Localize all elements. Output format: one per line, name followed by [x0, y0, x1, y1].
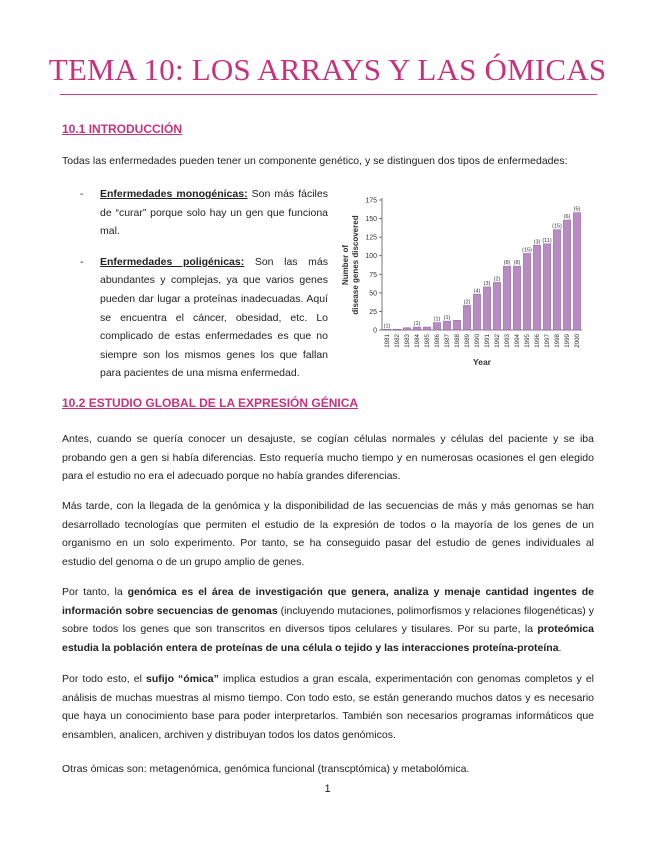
x-tick-label: 1994 — [514, 334, 522, 348]
x-tick-label: 1995 — [524, 334, 532, 348]
bar — [573, 213, 580, 330]
bar — [423, 327, 430, 330]
bullet-dash: - — [80, 255, 84, 268]
bullet-text: Son las más abundantes y complejas, ya que varios genes pueden dar lugar a proteínas inadecuadas. Aquí se encuentra el cáncer, obesidad, etc. Lo complicado de estas enfermedades es que no siempre son los mismos genes los que fallan para pacientes de una misma enfermedad. — [100, 255, 328, 380]
bar — [513, 266, 520, 330]
x-tick-label: 1996 — [534, 334, 542, 348]
x-tick-label: 1984 — [414, 334, 422, 348]
bar-data-label: (1) — [443, 315, 451, 322]
bar-data-label: (11) — [542, 237, 552, 244]
bar-data-label: (1) — [433, 316, 441, 323]
y-axis-title-line2: disease genes discovered — [351, 215, 360, 315]
x-tick-label: 1986 — [434, 334, 442, 348]
bar-data-label: (5) — [573, 206, 581, 213]
x-tick-label: 1997 — [544, 334, 552, 348]
x-tick-label: 1985 — [424, 334, 432, 348]
x-tick-label: 1982 — [394, 334, 402, 348]
bar-data-label: (1) — [383, 323, 391, 330]
bar-data-label: (8) — [503, 260, 511, 267]
x-tick-label: 1987 — [444, 334, 452, 348]
bar-data-label: (3) — [533, 239, 541, 246]
disease-genes-chart — [338, 190, 594, 368]
bar — [383, 329, 390, 330]
y-tick-label: 175 — [365, 197, 377, 205]
bar-data-label: (2) — [493, 276, 501, 283]
bullet-term: Enfermedades poligénicas: — [100, 255, 245, 268]
bullet-term: Enfermedades monogénicas: — [100, 188, 248, 200]
list-item — [80, 253, 328, 383]
text-run: . Por su parte, la — [450, 623, 538, 636]
bar-data-label: (1) — [413, 321, 421, 328]
bar-data-label: (15) — [552, 223, 562, 230]
x-tick-label: 1993 — [504, 334, 512, 348]
y-tick-label: 100 — [365, 253, 377, 261]
intro-paragraph: Todas las enfermedades pueden tener un componente genético, y se distinguen dos tipos de enfermedades: — [62, 155, 568, 167]
y-tick-label: 25 — [369, 308, 377, 316]
text-run: . — [558, 641, 562, 654]
text-run: implica estudios a gran escala, experimentación con genomas completos y el análisis de muchas muestras al mismo tiempo. Con todo esto, se están generando muchos datos y es necesario que haya un conocimiento base para poder interpretarlos. También son necesarios programas informáticos que ensamblen, analicen, archiven y distribuyan todos los datos genómicos. — [62, 673, 594, 741]
bold-run: genómica es el área de investigación que genera, analiza y menaje cantidad ingentes de información sobre secuencias de genomas — [62, 586, 594, 617]
x-tick-label: 1991 — [484, 334, 492, 348]
bar — [393, 329, 400, 330]
y-tick-label: 50 — [369, 290, 377, 298]
x-tick-label: 1983 — [404, 334, 412, 348]
y-tick-label: 75 — [369, 271, 377, 279]
bar — [553, 230, 560, 330]
x-tick-label: 1998 — [554, 334, 562, 348]
bar — [463, 305, 470, 330]
bar — [523, 253, 530, 330]
y-tick-label: 150 — [365, 216, 377, 224]
bar — [413, 327, 420, 330]
paragraph-genomics-arrival: Más tarde, con la llegada de la genómica y la disponibilidad de las secuencias de más y más genomas se han desarrollado tecnologías que permiten el estudio de la expresión de todos o la mayoría de los genes de un organismo en un solo experimento. Por tanto, se ha conseguido pasar del estudio de genes individuales al estudio del genoma o de un grupo amplio de genes. — [62, 500, 594, 568]
text-run: Por tanto, la — [62, 586, 128, 598]
bar-data-label: (3) — [483, 280, 491, 287]
bar — [473, 294, 480, 330]
bar-data-label: (4) — [473, 288, 481, 295]
bar — [563, 220, 570, 330]
x-tick-label: 1988 — [454, 334, 462, 348]
y-axis-title-line1: Number of — [341, 245, 350, 285]
paragraph-before: Antes, cuando se quería conocer un desajuste, se cogían células normales y células del paciente y se iba probando gen a gen si había diferencias. Esto requería mucho tiempo y en numerosas ocasiones el gen elegido para el estudio no era el adecuado porque no había grandes diferencias. — [62, 433, 594, 483]
x-tick-label: 1992 — [494, 334, 502, 348]
text-run: Por todo esto, el — [62, 673, 146, 685]
section-heading-intro: 10.1 INTRODUCCIÓN — [62, 122, 183, 136]
bold-run: sufijo “ómica” — [145, 673, 219, 685]
x-tick-label: 1989 — [464, 334, 472, 348]
bar — [493, 282, 500, 330]
y-tick-label: 125 — [365, 234, 377, 242]
bar — [453, 320, 460, 330]
bar — [433, 323, 440, 330]
bar — [483, 287, 490, 330]
bar — [403, 328, 410, 330]
paragraph-omics-suffix — [62, 670, 594, 744]
bold-run: proteómica estudia la población entera de proteínas de una célula o tejido y las interacciones proteína-proteína — [62, 623, 594, 654]
page-title: TEMA 10: LOS ARRAYS Y LAS ÓMICAS — [48, 52, 607, 87]
text-run: (incluyendo mutaciones, polimorfismos y relaciones filogenéticas) y sobre todos los genes que son transcritos en diversos tipos celulares y tisulares — [62, 604, 594, 636]
paragraph-other-omics: Otras ómicas son: metagenómica, genómica funcional (transcptómica) y metabolómica. — [62, 763, 470, 775]
bar — [443, 321, 450, 330]
bar — [503, 266, 510, 330]
disease-types-list — [80, 185, 328, 395]
section-heading-expression: 10.2 ESTUDIO GLOBAL DE LA EXPRESIÓN GÉNICA — [62, 396, 359, 410]
bar-data-label: (2) — [463, 299, 471, 306]
page-number: 1 — [324, 783, 331, 795]
x-tick-label: 1981 — [384, 334, 392, 348]
bar-data-label: (6) — [563, 214, 571, 221]
bullet-dash: - — [80, 188, 84, 200]
bar — [533, 245, 540, 330]
x-tick-label: 1990 — [474, 334, 482, 348]
paragraph-genomics-definition — [62, 583, 594, 657]
bar-data-label: (8) — [513, 260, 521, 267]
x-tick-label: 2000 — [574, 334, 582, 348]
x-axis-title: Year — [473, 357, 491, 367]
x-tick-label: 1999 — [564, 334, 572, 348]
y-tick-label: 0 — [373, 327, 377, 335]
list-item — [80, 185, 328, 241]
title-underline — [60, 94, 597, 95]
bar-data-label: (15) — [522, 247, 532, 254]
bar — [543, 244, 550, 330]
bullet-text: Son más fáciles de “curar” porque solo hay un gen que funciona mal. — [100, 188, 328, 238]
